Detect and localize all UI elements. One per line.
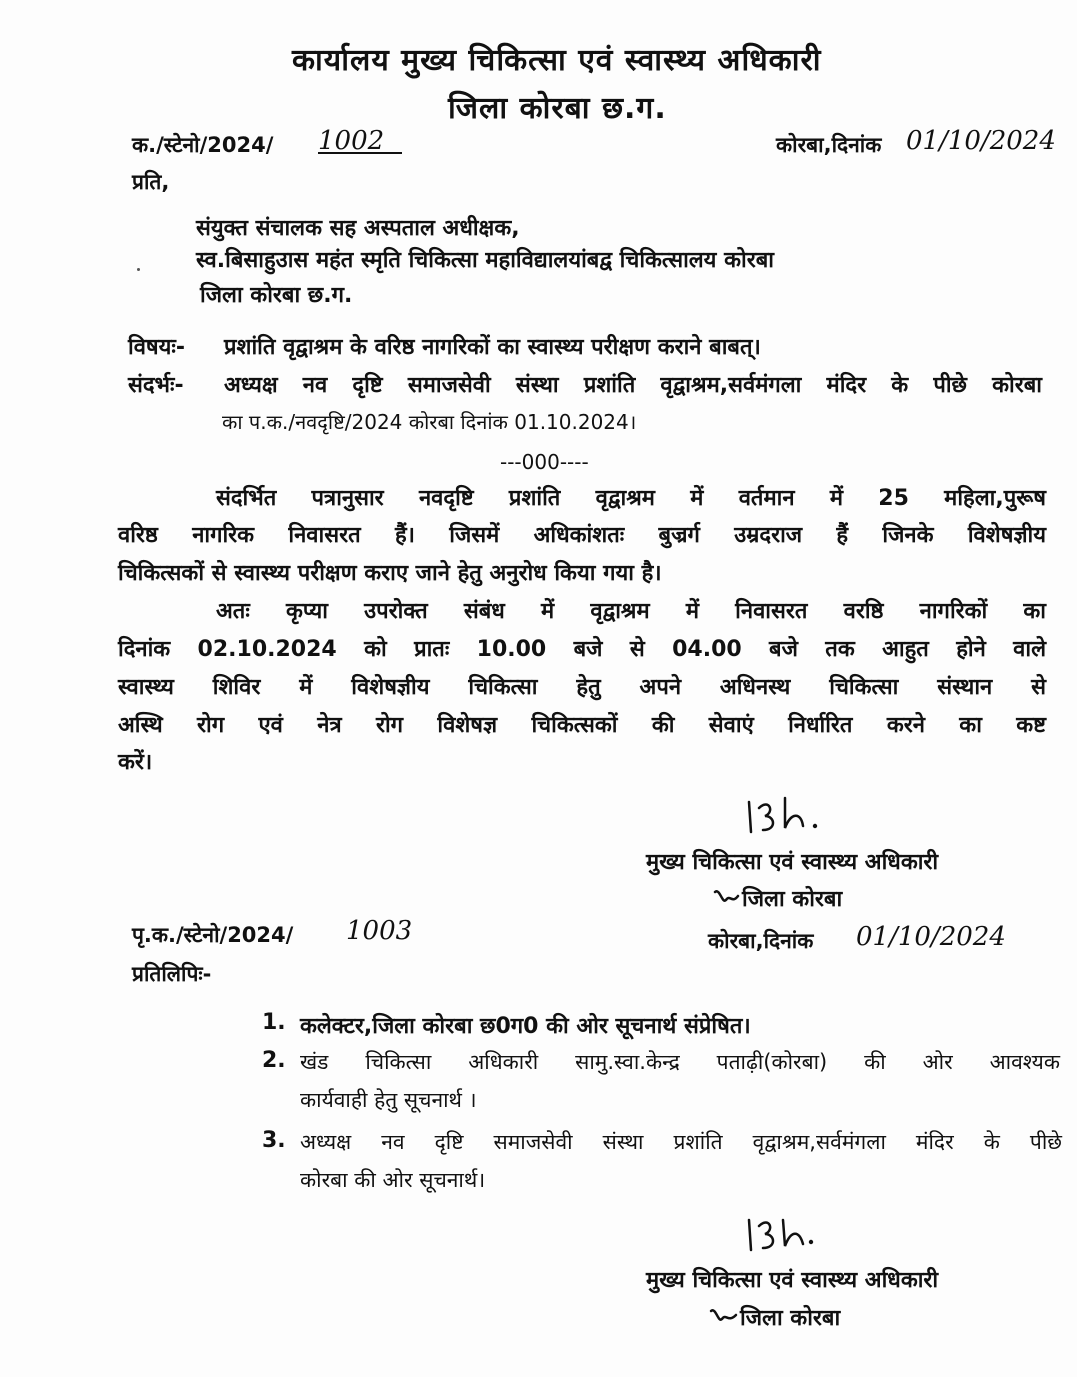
signature-mark-1	[745, 790, 835, 840]
cc-item-1-number: 1.	[262, 1010, 286, 1035]
office-header-line1: कार्यालय मुख्य चिकित्सा एवं स्वास्थ्य अधिकारी	[292, 43, 822, 78]
signature-title-2: मुख्य चिकित्सा एवं स्वास्थ्य अधिकारी	[646, 1268, 939, 1293]
handwritten-copy-date: 01/10/2024	[856, 922, 1006, 952]
separator: ---000----	[500, 450, 589, 474]
recipient-line-1: संयुक्त संचालक सह अस्पताल अधीक्षक,	[196, 216, 520, 241]
recipient-line-2: स्व.बिसाहुउास महंत स्मृति चिकित्सा महाविद्यालयांबद्व चिकित्सालय कोरबा	[196, 248, 774, 273]
cc-item-3-line-1: अध्यक्ष नव दृष्टि समाजसेवी संस्था प्रशांति वृद्वाश्रम,सर्वमंगला मंदिर के पीछे	[300, 1130, 1062, 1154]
sign-initial-mark-2	[708, 1305, 738, 1327]
para1-line-3: चिकित्सकों से स्वास्थ्य परीक्षण कराए जाने हेतु अनुरोध किया गया है।	[118, 561, 662, 586]
cc-label: प्रतिलिपिः-	[132, 962, 212, 986]
to-label: प्रति,	[132, 170, 170, 194]
cc-item-3-line-2: कोरबा की ओर सूचनार्थ।	[300, 1168, 486, 1192]
cc-item-2-line-2: कार्यवाही हेतु सूचनार्थ ।	[300, 1088, 477, 1112]
signature-mark-2	[745, 1210, 825, 1256]
para2-line-1: अतः कृप्या उपरोक्त संबंध में वृद्वाश्रम में निवासरत वरष्ठि नागरिकों का	[216, 599, 1046, 624]
para2-line-5: करें।	[118, 750, 153, 775]
para2-line-4: अस्थि रोग एवं नेत्र रोग विशेषज्ञ चिकित्सकों की सेवाएं निर्धारित करने का कष्ट	[118, 713, 1046, 738]
reference-line-1: अध्यक्ष नव दृष्टि समाजसेवी संस्था प्रशांति वृद्वाश्रम,सर्वमंगला मंदिर के पीछे कोरबा	[224, 373, 1042, 398]
para1-line-1: संदर्भित पत्रानुसार नवदृष्टि प्रशांति वृद्वाश्रम में वर्तमान में 25 महिला,पुरूष	[216, 486, 1046, 511]
subject-label: विषयः-	[128, 335, 185, 360]
cc-item-1-text: कलेक्टर,जिला कोरबा छ0ग0 की ओर सूचनार्थ संप्रेषित।	[300, 1014, 751, 1039]
ref-underline	[316, 150, 406, 156]
para2-line-3: स्वास्थ्य शिविर में विशेषज्ञीय चिकित्सा हेतु अपने अधिनस्थ चिकित्सा संस्थान से	[118, 675, 1046, 700]
cc-item-2-number: 2.	[262, 1048, 286, 1073]
scan-speck	[137, 268, 140, 271]
cc-item-3-number: 3.	[262, 1128, 286, 1153]
handwritten-copy-ref-number: 1003	[346, 916, 413, 946]
para2-line-2: दिनांक 02.10.2024 को प्रातः 10.00 बजे से 04.00 बजे तक आहुत होने वाले	[118, 637, 1046, 662]
recipient-line-3: जिला कोरबा छ.ग.	[200, 283, 353, 308]
handwritten-ref-number: 1002	[318, 126, 385, 156]
cc-item-2-line-1: खंड चिकित्सा अधिकारी सामु.स्वा.केन्द्र पताढ़ी(कोरबा) की ओर आवश्यक	[300, 1050, 1060, 1074]
signature-district-2: जिला कोरबा	[740, 1306, 841, 1331]
para1-line-2: वरिष्ठ नागरिक निवासरत हैं। जिसमें अधिकांशतः बुज्रर्ग उम्रदराज हैं जिनके विशेषज्ञीय	[118, 523, 1046, 548]
copy-date-label: कोरबा,दिनांक	[708, 929, 814, 953]
signature-district-1: जिला कोरबा	[742, 887, 843, 912]
reference-line-2: का प.क./नवदृष्टि/2024 कोरबा दिनांक 01.10.2024।	[222, 410, 637, 434]
signature-title-1: मुख्य चिकित्सा एवं स्वास्थ्य अधिकारी	[646, 850, 939, 875]
letter-ref-number: क./स्टेनो/2024/	[132, 133, 274, 157]
subject-text: प्रशांति वृद्वाश्रम के वरिष्ठ नागरिकों का स्वास्थ्य परीक्षण कराने बाबत्।	[224, 335, 761, 360]
copy-ref-number: पृ.क./स्टेनो/2024/	[132, 923, 294, 947]
letter-date-label: कोरबा,दिनांक	[776, 133, 882, 157]
office-header-line2: जिला कोरबा छ.ग.	[448, 91, 667, 126]
sign-initial-mark-1	[712, 886, 740, 908]
handwritten-letter-date: 01/10/2024	[906, 126, 1056, 156]
reference-label: संदर्भः-	[128, 373, 184, 398]
